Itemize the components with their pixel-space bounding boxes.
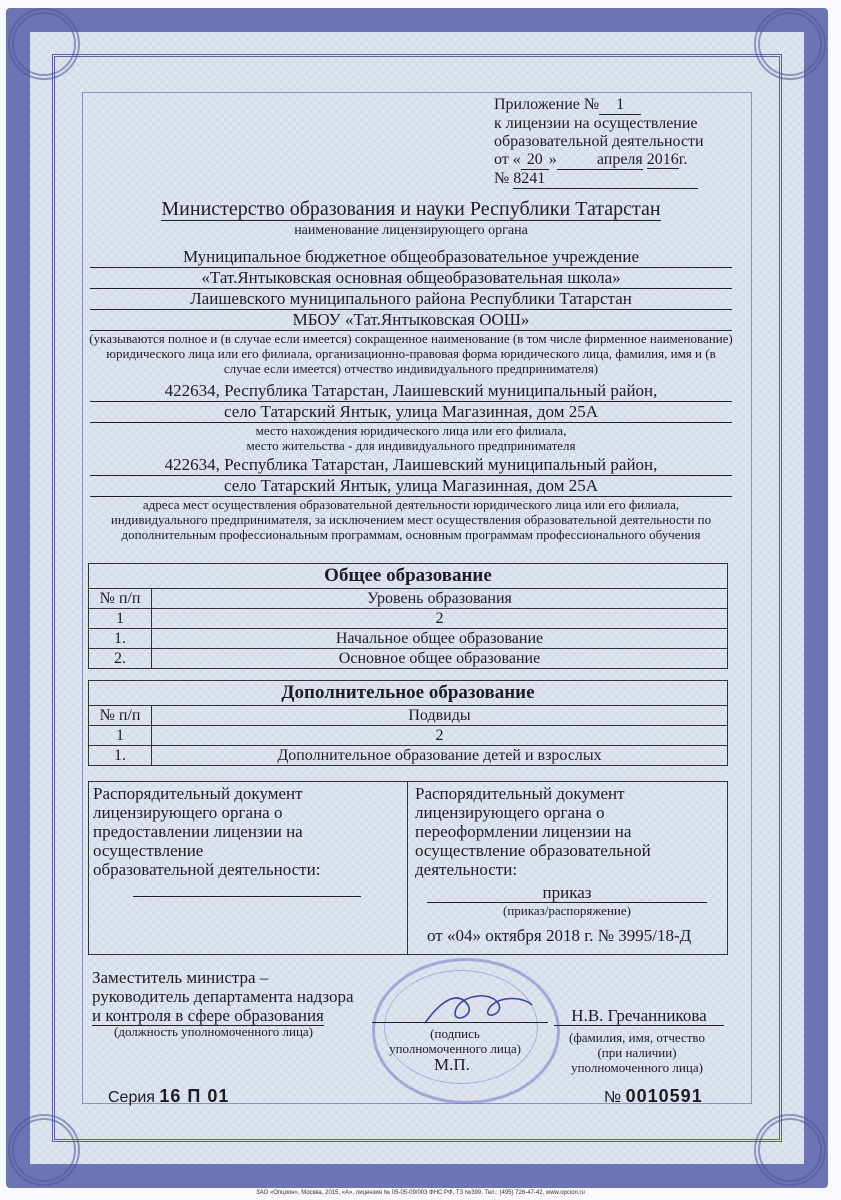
additional-education-table [88,680,728,766]
signature-caption: (подпись уполномоченного лица) [389,1026,521,1056]
licensee-line: МБОУ «Тат.Янтыковская ООШ» [90,310,732,331]
appendix-header: Приложение № 1 к лицензии на осуществление образовательной деятельности от « 20 » апреля 2016г. № 8241 [494,96,704,187]
signatory-name: Н.В. Гречанникова [554,1006,724,1026]
grant-decision: Распорядительный документ лицензирующего органа о предоставлении лицензии на осуществление образовательной деятельности: [89,782,408,954]
table-index-row: 1 2 [89,726,728,746]
ornament-icon [8,8,80,80]
seal-mark: М.П. [434,1055,470,1074]
licensee-line: Муниципальное бюджетное общеобразовательное учреждение [90,247,732,268]
table-title: Общее образование [89,564,728,589]
ornament-icon [754,8,826,80]
location-caption: место нахождения юридического лица или его филиала, [255,423,567,438]
general-education-table [88,563,728,669]
printer-footer: ЗАО «Опцион», Москва, 2015, «А», лицензия № 05-05-09/003 ФНС РФ, ТЗ №399. Тел.: (495) 726-47-42, www.opcion.ru [256,1190,585,1196]
location-line: 422634, Республика Татарстан, Лаишевский муниципальный район, [90,381,732,402]
empty-signature-line [133,896,361,897]
ornament-icon [754,1114,826,1186]
licensee-caption: (указываются полное и (в случае если имеется) сокращенное наименование (в том числе фирменное наименование) юридического лица или его филиала, организационно-правовая форма юридического лица, фамилия, имя и (в случае если имеется) отчество индивидуального предпринимателя) [89,331,733,376]
ornament-icon [8,1114,80,1186]
table-index-row: 1 2 [89,609,728,629]
activity-address-line: 422634, Республика Татарстан, Лаишевский муниципальный район, [90,455,732,476]
table-header-row: № п/п Уровень образования [89,589,728,609]
table-row: 1. Дополнительное образование детей и взрослых [89,746,728,766]
table-header-row: № п/п Подвиды [89,706,728,726]
name-caption: (фамилия, имя, отчество (при наличии) уполномоченного лица) [569,1030,705,1075]
blank-number: № 0010591 [604,1086,703,1106]
location-caption: место жительства - для индивидуального предпринимателя [246,438,576,453]
activity-address-line: село Татарский Янтык, улица Магазинная, дом 25А [90,476,732,497]
position-caption: (должность уполномоченного лица) [114,1024,314,1039]
location-line: село Татарский Янтык, улица Магазинная, дом 25А [90,402,732,423]
table-row: 2. Основное общее образование [89,649,728,669]
doc-type: приказ [427,883,707,903]
doc-type-caption: (приказ/распоряжение) [503,903,631,918]
licensee-line: «Тат.Янтыковская основная общеобразовательная школа» [90,268,732,289]
license-number: 8241 [513,170,698,189]
doc-reference: от «04» октября 2018 г. № 3995/18-Д [427,926,692,945]
series: Серия 16 П 01 [108,1086,230,1106]
signatory-position: Заместитель министра – руководитель департамента надзора и контроля в сфере образования [92,968,354,1025]
licensee-line: Лаишевского муниципального района Республики Татарстан [90,289,732,310]
decision-documents-box: Распорядительный документ лицензирующего органа о предоставлении лицензии на осуществление образовательной деятельности: Распорядительный документ лицензирующего органа о переоформлении лицензии на осуществление образовательной деятельности: приказ (приказ/распоряжение) от «04» октября 2018 г. № 3995/18-Д [88,781,728,955]
appendix-number: 1 [599,96,641,115]
ministry-name: Министерство образования и науки Республики Татарстан [161,198,661,220]
table-row: 1. Начальное общее образование [89,629,728,649]
table-title: Дополнительное образование [89,681,728,706]
ministry-caption: наименование лицензирующего органа [294,223,528,238]
activity-address-caption: адреса мест осуществления образовательной деятельности юридического лица или его филиала, индивидуального предпринимателя, за исключением мест осуществления образовательной деятельности по дополнительным профессиональным программам, основным программам профессионального обучения [110,497,712,542]
